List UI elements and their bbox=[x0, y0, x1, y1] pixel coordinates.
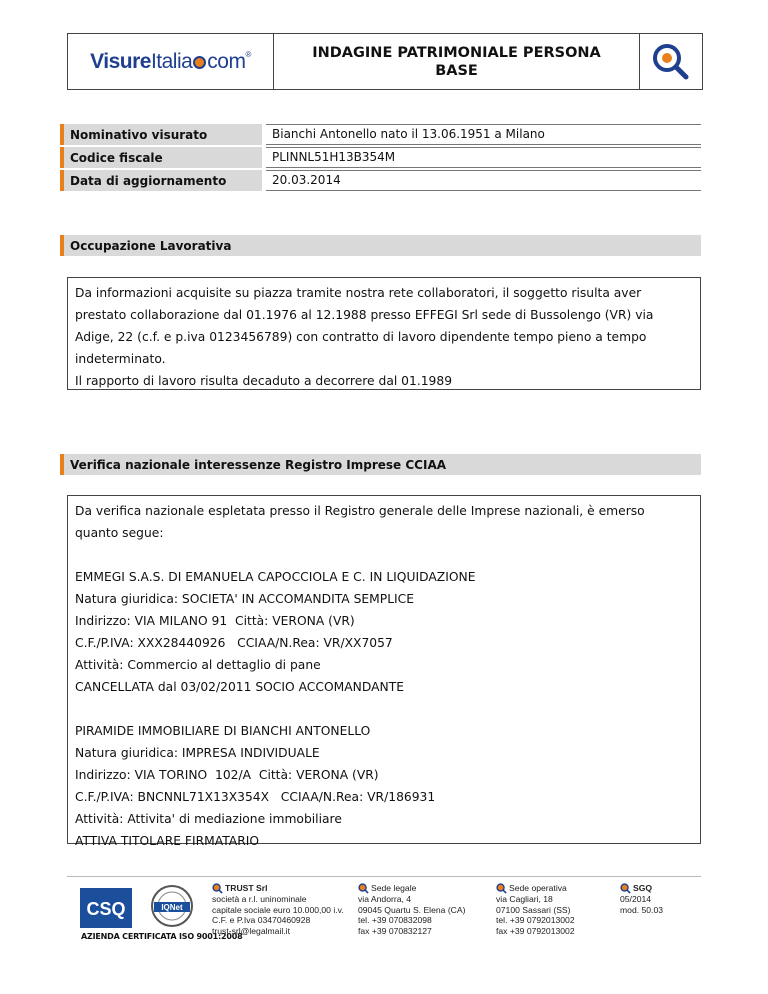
text-line: Il rapporto di lavoro risulta decaduto a decorrere dal 01.1989 bbox=[75, 374, 453, 388]
magnifier-icon bbox=[620, 883, 631, 894]
text-line: Da informazioni acquisite su piazza tramite nostra rete collaboratori, il soggetto risulta aver bbox=[75, 286, 642, 300]
magnifier-icon bbox=[212, 883, 223, 894]
document-title: INDAGINE PATRIMONIALE PERSONA BASE bbox=[274, 34, 640, 89]
company-natura: Natura giuridica: SOCIETA' IN ACCOMANDITA SEMPLICE bbox=[75, 592, 415, 606]
icon-cell bbox=[640, 34, 702, 89]
company-stato: CANCELLATA dal 03/02/2011 SOCIO ACCOMANDANTE bbox=[75, 680, 405, 694]
section-heading-registro-imprese: Verifica nazionale interessenze Registro Imprese CCIAA bbox=[60, 454, 701, 475]
company-natura: Natura giuridica: IMPRESA INDIVIDUALE bbox=[75, 746, 320, 760]
company-stato: ATTIVA TITOLARE FIRMATARIO bbox=[75, 834, 260, 848]
info-label: Nominativo visurato bbox=[60, 124, 262, 145]
info-label: Codice fiscale bbox=[60, 147, 262, 168]
info-value: 20.03.2014 bbox=[266, 170, 701, 191]
footer-divider bbox=[67, 876, 701, 877]
company-attivita: Attività: Commercio al dettaglio di pane bbox=[75, 658, 321, 672]
footer-sede-operativa: Sede operativa via Cagliari, 18 07100 Sassari (SS) tel. +39 0792013002 fax +39 0792013002 bbox=[496, 883, 575, 936]
info-row-nominativo bbox=[60, 124, 701, 145]
certification-label: AZIENDA CERTIFICATA ISO 9001:2008 bbox=[81, 932, 243, 941]
svg-text:CSQ: CSQ bbox=[86, 899, 126, 919]
company-entry bbox=[75, 566, 693, 698]
text-line: Adige, 22 (c.f. e p.iva 0123456789) con contratto di lavoro dipendente tempo pieno a tempo bbox=[75, 330, 647, 344]
company-entry bbox=[75, 720, 693, 852]
company-name: EMMEGI S.A.S. DI EMANUELA CAPOCCIOLA E C. IN LIQUIDAZIONE bbox=[75, 570, 476, 584]
certification-logos bbox=[80, 882, 230, 962]
magnifier-icon bbox=[651, 42, 691, 82]
text-line: Da verifica nazionale espletata presso il Registro generale delle Imprese nazionali, è emerso bbox=[75, 504, 645, 518]
info-row-codice-fiscale bbox=[60, 147, 701, 168]
company-cf: C.F./P.IVA: XXX28440926 CCIAA/N.Rea: VR/XX7057 bbox=[75, 636, 393, 650]
visureitalia-logo: VisureItalia com® bbox=[90, 49, 251, 73]
text-line: prestato collaborazione dal 01.1976 al 12.1988 presso EFFEGI Srl sede di Bussolengo (VR) via bbox=[75, 308, 654, 322]
magnifier-icon bbox=[496, 883, 507, 894]
text-line: quanto segue: bbox=[75, 526, 164, 540]
occupazione-box bbox=[67, 277, 701, 390]
logo-cell bbox=[68, 34, 274, 89]
info-label: Data di aggiornamento bbox=[60, 170, 262, 191]
company-indirizzo: Indirizzo: VIA MILANO 91 Città: VERONA (VR) bbox=[75, 614, 355, 628]
company-cf: C.F./P.IVA: BNCNNL71X13X354X CCIAA/N.Rea: VR/186931 bbox=[75, 790, 436, 804]
subject-info-table bbox=[60, 124, 701, 193]
company-name: PIRAMIDE IMMOBILIARE DI BIANCHI ANTONELLO bbox=[75, 724, 371, 738]
text-line: indeterminato. bbox=[75, 352, 166, 366]
svg-text:IQNet: IQNet bbox=[161, 903, 183, 912]
company-indirizzo: Indirizzo: VIA TORINO 102/A Città: VERONA (VR) bbox=[75, 768, 379, 782]
company-attivita: Attività: Attivita' di mediazione immobiliare bbox=[75, 812, 342, 826]
section-heading-occupazione: Occupazione Lavorativa bbox=[60, 235, 701, 256]
footer-sgq: SGQ 05/2014 mod. 50.03 bbox=[620, 883, 663, 915]
info-value: Bianchi Antonello nato il 13.06.1951 a Milano bbox=[266, 124, 701, 145]
footer-company: TRUST Srl società a r.l. uninominale capitale sociale euro 10.000,00 i.v. C.F. e P.Iva 03470460928 trust-srl@legalmail.it bbox=[212, 883, 344, 936]
info-value: PLINNL51H13B354M bbox=[266, 147, 701, 168]
magnifier-icon bbox=[358, 883, 369, 894]
logo-dot-icon bbox=[193, 56, 206, 69]
document-header bbox=[67, 33, 703, 90]
registro-imprese-box bbox=[67, 495, 701, 848]
info-row-data-aggiornamento bbox=[60, 170, 701, 191]
footer-sede-legale: Sede legale via Andorra, 4 09045 Quartu S. Elena (CA) tel. +39 070832098 fax +39 070832127 bbox=[358, 883, 466, 936]
